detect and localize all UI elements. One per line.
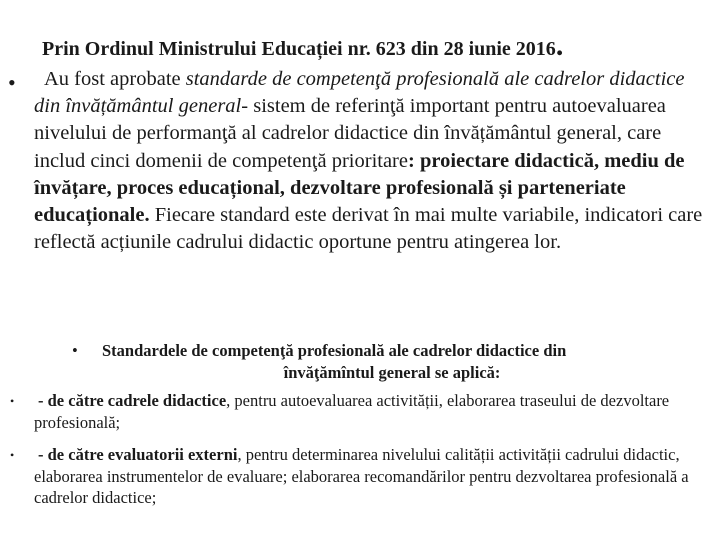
list-item-bold: - de către cadrele didactice <box>38 391 227 410</box>
page-title <box>42 29 712 62</box>
main-paragraph-part1: Au fost aprobate <box>44 68 186 90</box>
main-paragraph-part5: Fiecare standard este derivat în mai multe variabile, indicatori care reflectă acțiunile cadrului didactic oportune pentru atingerea lor. <box>34 204 703 254</box>
main-paragraph-part3: sistem de referinţă important pentru autoevaluarea nivelului de performanţă al cadrelor didactice din învățământul general, care includ cinci domenii de competenţă prioritare <box>34 95 666 172</box>
sub-heading-line1: Standardele de competenţă profesională ale cadrelor didactice din <box>102 341 567 360</box>
main-paragraph-italic: standarde de competenţă profesională ale cadrelor didactice din învățământul general- <box>34 68 685 118</box>
title-end-mark: . <box>555 29 564 62</box>
main-paragraph-domains: : proiectare didactică, mediu de învățare, proces educațional, dezvoltare profesională și parteneriate educaționale. <box>34 149 685 227</box>
list-item-text: , pentru determinarea nivelului calității activității cadrului didactic, elaborarea instrumentelor de evaluare; elaborarea recomandărilor pentru dezvoltarea profesională a cadrelor didactice; <box>34 445 689 507</box>
item-bullet: • <box>10 394 15 408</box>
title-text: Prin Ordinul Ministrului Educației nr. 623 din 28 iunie 2016 <box>42 38 556 60</box>
list-item-bold: - de către evaluatorii externi <box>38 445 238 464</box>
item-bullet: • <box>10 448 15 462</box>
sub-heading-bullet: • <box>72 341 78 360</box>
list-item-text: , pentru autoevaluarea activității, elaborarea traseului de dezvoltare profesională; <box>34 391 670 432</box>
main-paragraph <box>34 66 704 256</box>
list-item <box>34 390 704 433</box>
list-item <box>34 444 704 509</box>
sub-heading <box>72 340 702 384</box>
main-paragraph-bullet: • <box>8 70 16 95</box>
sub-heading-line2: învăţămîntul general se aplică: <box>283 363 501 382</box>
